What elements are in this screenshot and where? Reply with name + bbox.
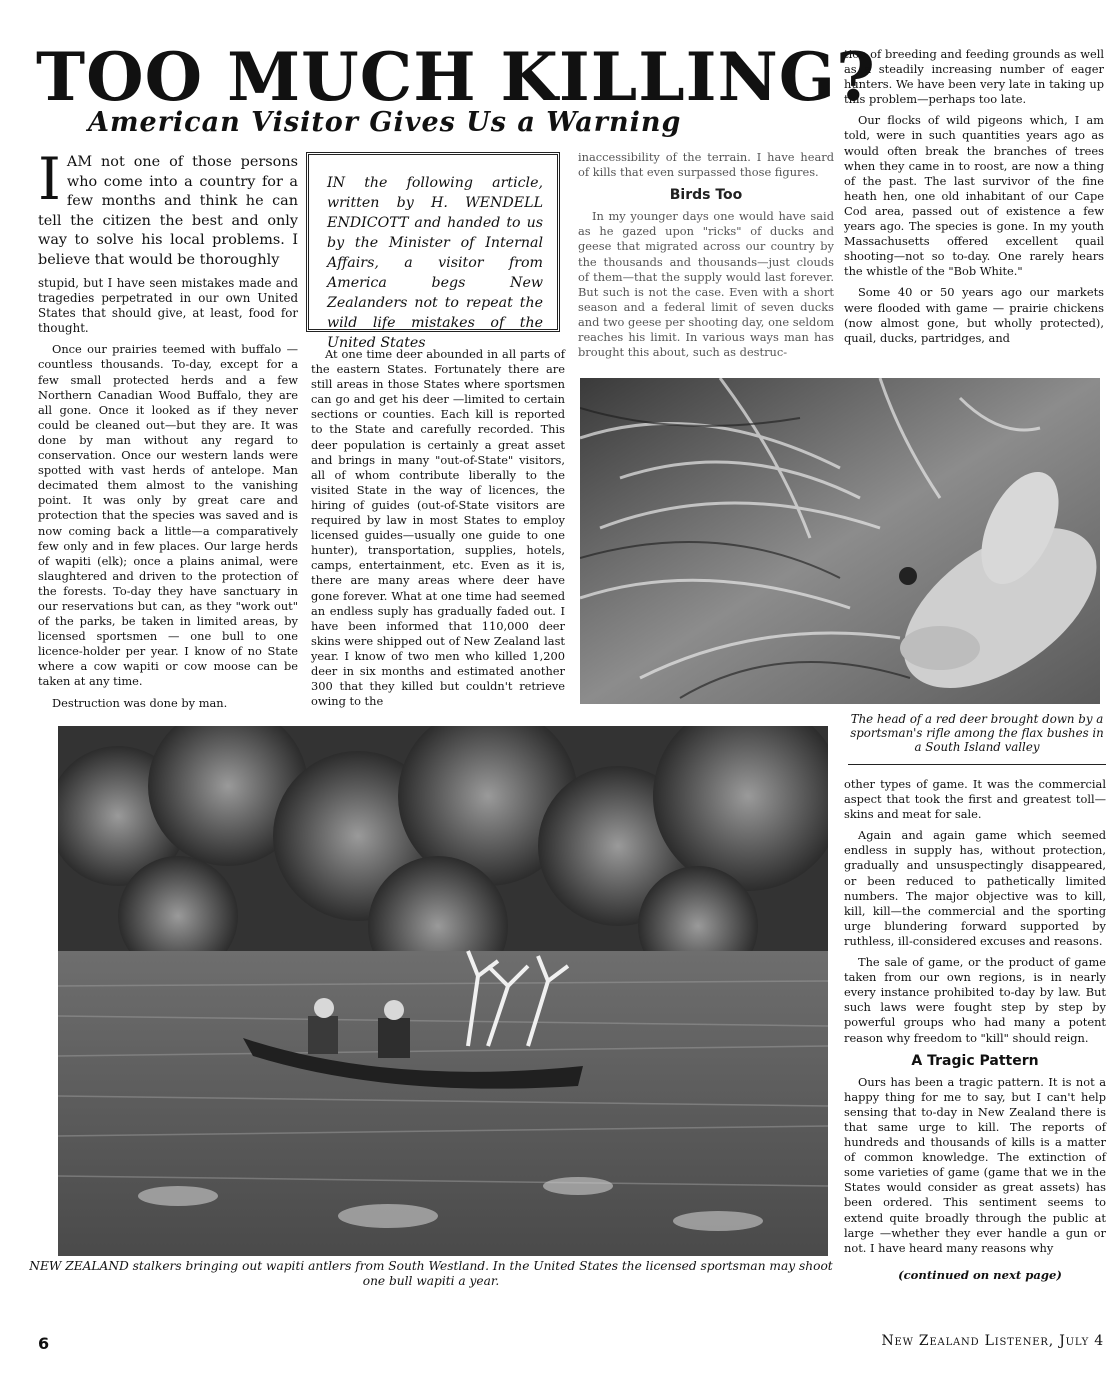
editor-note-text: IN the following article, written by H. WENDELL ENDICOTT and handed to us by the Minister of Internal Affairs, a visitor from America begs New Zealanders not to repeat the wild life mistakes of the United States — [327, 175, 543, 351]
article-column-3 — [578, 150, 834, 366]
page-number: 6 — [38, 1334, 50, 1353]
paragraph: Destruction was done by man. — [52, 695, 228, 710]
canoe-stalkers-photo — [58, 726, 828, 1256]
deer-photo-caption: The head of a red deer brought down by a sportsman's rifle among the flax bushes in a South Island valley — [850, 712, 1104, 754]
divider-rule — [848, 764, 1106, 765]
canoe-stalkers-illustration — [58, 726, 828, 1256]
paragraph: Some 40 or 50 years ago our markets were flooded with game — prairie chickens (now almost gone, but wholly protected), quail, ducks, partridges, and — [844, 285, 1104, 345]
subheadline: American Visitor Gives Us a Warning — [88, 107, 682, 138]
paragraph: Once our prairies teemed with buffalo —countless thousands. To-day, except for a few small protected herds and a few Northern Canadian Wood Buffalo, they are all gone. Once it looked as if they never could be cleaned out—but they are. It was done by man without any regard to conservation. Once our western lands were spotted with vast herds of antelope. Man decimated them almost to the vanishing point. It was only by great care and protection that the species was saved and is now coming back a little—a comparatively few only and in few places. Our large herds of wapiti (elk); once a plains animal, were slaughtered and driven to the protection of the forests. To-day they have sanctuary in our reservations but can, as they "work out" of the parks, be taken in limited areas, by licensed sportsmen — one bull to one licence-holder per year. I know of no State where a cow wapiti or cow moose can be taken at any time. — [38, 342, 298, 689]
paragraph: tion of breeding and feeding grounds as well as a steadily increasing number of eager hunters. We have been very late in taking up this problem—perhaps too late. — [844, 47, 1104, 107]
lead-text: AM not one of those persons who come into a country for a few months and think he can tell the citizen the best and only way to solve his local problems. I believe that would be thoroughly — [38, 154, 298, 268]
canoe-photo-caption: NEW ZEALAND stalkers bringing out wapiti antlers from South Westland. In the United States the licensed sportsman may shoot one bull wapiti a year. — [29, 1259, 833, 1288]
article-column-2 — [311, 347, 565, 715]
headline: TOO MUCH KILLING? — [36, 38, 876, 116]
article-column-4 — [844, 47, 1104, 352]
paragraph: At one time deer abounded in all parts of the eastern States. Fortunately there are still areas in those States where sportsmen can go and get his deer —limited to certain sections or counties. Each kill is reported to the State and carefully recorded. This deer population is certainly a great asset and brings in many "out-of-State" visitors, all of whom contribute liberally to the visited State in the way of licences, the hiring of guides (out-of-State visitors are required by law in most States to employ licensed guides—usually one guide to one hunter), transportation, supplies, hotels, camps, entertainment, etc. Even as it is, there are many areas where deer have gone forever. What at one time had seemed an endless suply has gradually faded out. I have been informed that 110,000 deer skins were shipped out of New Zealand last year. I know of two men who killed 1,200 deer in six months and estimated another 300 that they killed but couldn't retrieve owing to the — [311, 347, 565, 709]
red-deer-photo — [580, 378, 1100, 704]
paragraph: In my younger days one would have said as he gazed upon "ricks" of ducks and geese that migrated across our country by the thousands and thousands—just clouds of them—that the supply would last forever. But such is not the case. Even with a short season and a federal limit of seven ducks and two geese per shooting day, one seldom reaches his limit. In various ways man has brought this about, such as destruc- — [578, 209, 834, 360]
paragraph: Our flocks of wild pigeons which, I am told, were in such quantities years ago as would often break the branches of trees when they came in to roost, are now a thing of the past. The last survivor of the fine heath hen, one old inhabitant of our Cape Cod area, passed out of existence a few years ago. The species is gone. In my youth Massachusetts offered excellent quail shooting—not so to-day. One rarely hears the whistle of the "Bob White." — [844, 113, 1104, 279]
section-heading-tragic-pattern: A Tragic Pattern — [911, 1052, 1039, 1069]
article-column-1 — [38, 145, 298, 717]
red-deer-illustration — [580, 378, 1100, 704]
paragraph: inaccessibility of the terrain. I have heard of kills that even surpassed those figures. — [578, 150, 834, 180]
footer-publication: New Zealand Listener, July 4 — [881, 1333, 1104, 1349]
lead-continuation: stupid, but I have seen mistakes made and tragedies perpetrated in our own United States that should give, at least, food for thought. — [38, 276, 298, 336]
drop-cap: I — [38, 145, 61, 213]
section-heading-birds-too: Birds Too — [669, 187, 743, 204]
paragraph: The sale of game, or the product of game taken from our own regions, is in nearly every instance prohibited to-day by law. But such laws were fought step by step by powerful groups who had many a potent reason why freedom to "kill" should reign. — [844, 955, 1106, 1045]
article-column-4-continued — [844, 777, 1106, 1262]
paragraph: other types of game. It was the commercial aspect that took the first and greatest toll—skins and meat for sale. — [844, 777, 1106, 822]
paragraph: Again and again game which seemed endless in supply has, without protection, gradually and unsuspectingly disappeared, or been reduced to pathetically limited numbers. The major objective was to kill, kill, kill—the commercial and the sporting urge blundering forward supported by ruthless, ill-considered excuses and reasons. — [844, 828, 1106, 948]
continued-note: (continued on next page) — [898, 1268, 1062, 1282]
editor-note-box — [306, 152, 560, 351]
lead-paragraph — [38, 145, 298, 270]
paragraph: Ours has been a tragic pattern. It is not a happy thing for me to say, but I can't help sensing that to-day in New Zealand there is that same urge to kill. The reports of hundreds and thousands of kills is a matter of common knowledge. The extinction of some varieties of game (game that we in the States would consider as great assets) has been ordered. This sentiment seems to extend quite broadly through the public at large —whether they ever handle a gun or not. I have heard many reasons why — [844, 1074, 1106, 1255]
